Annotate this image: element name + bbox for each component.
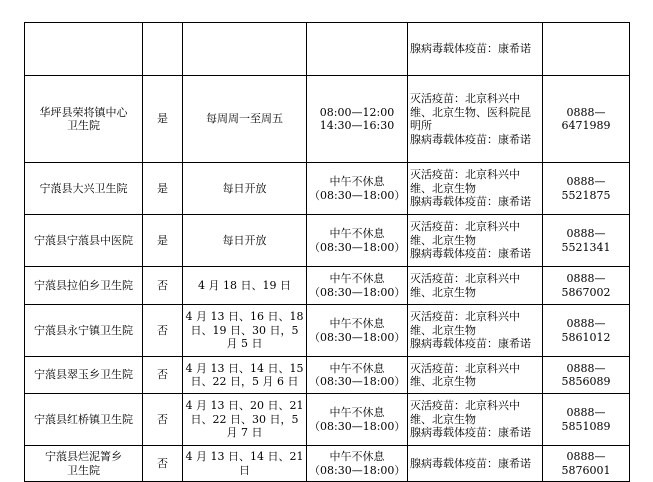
- open-hours-cell: [307, 394, 408, 446]
- vaccine-types-line: 维、北京生物: [410, 285, 476, 299]
- open-hours-line: 中午不休息: [329, 175, 385, 188]
- weekend-open-cell: 否: [143, 267, 183, 305]
- site-name-cell: [25, 305, 143, 357]
- vaccine-types-cell: [408, 76, 543, 163]
- weekend-open-cell: 否: [143, 305, 183, 357]
- weekend-open-cell: 否: [143, 394, 183, 446]
- phone-cell: 0888—6471989: [543, 76, 630, 163]
- site-name-cell: [25, 23, 143, 76]
- vaccine-types-line: 腺病毒载体疫苗：康希诺: [410, 456, 531, 470]
- weekend-open-cell: 否: [143, 446, 183, 482]
- open-hours-cell: [307, 357, 408, 394]
- open-hours-line: 中午不休息: [329, 361, 385, 375]
- phone-cell: 0888—5876001: [543, 446, 630, 482]
- table-row: [25, 23, 630, 76]
- vaccine-types-line: 灭活疫苗：北京科兴中: [410, 92, 520, 105]
- site-name-line: 宁蒗县永宁镇卫生院: [34, 323, 133, 337]
- open-hours-line: （08:30—18:00）: [309, 375, 406, 388]
- open-hours-line: （08:30—18:00）: [309, 188, 406, 202]
- site-name-cell: [25, 446, 143, 482]
- vaccine-types-cell: [408, 446, 543, 482]
- open-days-line: 4 月 18 日、19 日: [198, 278, 291, 292]
- open-hours-line: （08:30—18:00）: [309, 240, 406, 254]
- site-name-cell: [25, 76, 143, 163]
- open-hours-line: 08:00—12:00: [319, 105, 395, 119]
- site-name-line: 宁蒗县翠玉乡卫生院: [34, 368, 133, 382]
- open-hours-cell: [307, 267, 408, 305]
- open-days-cell: [183, 267, 307, 305]
- vaccine-types-line: 明所: [410, 119, 432, 132]
- vaccine-types-cell: [408, 394, 543, 446]
- vaccine-types-line: 灭活疫苗：北京科兴中: [410, 168, 520, 182]
- vaccine-types-line: 腺病毒载体疫苗：康希诺: [410, 337, 531, 351]
- phone-cell: 0888—5521341: [543, 215, 630, 267]
- vaccine-types-cell: [408, 357, 543, 394]
- site-name-line: 宁蒗县红桥镇卫生院: [34, 412, 133, 426]
- vaccine-types-cell: [408, 267, 543, 305]
- open-days-line: 每周周一至周五: [206, 112, 283, 126]
- site-name-cell: [25, 215, 143, 267]
- open-days-line: 日、19 日、30 日，5: [190, 323, 299, 337]
- site-name-line: 宁蒗县拉伯乡卫生院: [34, 278, 133, 292]
- vaccine-types-line: 维、北京生物: [410, 412, 476, 426]
- open-days-cell: [183, 394, 307, 446]
- open-days-cell: [183, 23, 307, 76]
- open-days-line: 月 5 日: [226, 337, 263, 351]
- site-name-cell: [25, 267, 143, 305]
- open-hours-cell: [307, 23, 408, 76]
- vaccine-types-line: 维、北京生物: [410, 323, 476, 337]
- table-row: [25, 76, 630, 163]
- table-row: [25, 215, 630, 267]
- vaccine-types-line: 腺病毒载体疫苗：康希诺: [410, 195, 531, 209]
- site-name-line: 宁蒗县宁蒗县中医院: [34, 233, 133, 247]
- open-hours-cell: [307, 76, 408, 163]
- vaccine-types-line: 腺病毒载体疫苗：康希诺: [410, 426, 531, 440]
- vaccine-types-line: 灭活疫苗：北京科兴中: [410, 361, 520, 375]
- table-row: [25, 163, 630, 215]
- open-days-line: 每日开放: [222, 233, 267, 247]
- vaccine-types-line: 维、北京生物、医科院昆: [410, 105, 531, 119]
- table-row: [25, 267, 630, 305]
- site-name-cell: [25, 163, 143, 215]
- table-row: [25, 394, 630, 446]
- open-hours-line: （08:30—18:00）: [309, 285, 406, 299]
- open-hours-cell: [307, 305, 408, 357]
- open-days-cell: [183, 305, 307, 357]
- vaccine-types-cell: [408, 163, 543, 215]
- table-row: [25, 357, 630, 394]
- vaccine-types-line: 维、北京生物: [410, 375, 476, 388]
- vaccination-sites-table: [24, 22, 630, 482]
- site-name-cell: [25, 394, 143, 446]
- phone-cell: 0888—5851089: [543, 394, 630, 446]
- open-hours-line: 14:30—16:30: [319, 119, 395, 132]
- open-hours-line: 中午不休息: [329, 317, 385, 330]
- vaccine-types-line: 维、北京生物: [410, 233, 476, 247]
- vaccine-types-line: 腺病毒载体疫苗：康希诺: [410, 42, 531, 56]
- vaccine-types-cell: [408, 215, 543, 267]
- vaccine-types-line: 腺病毒载体疫苗：康希诺: [410, 132, 531, 146]
- open-days-line: 4 月 13 日、14 日、15: [185, 361, 304, 375]
- open-days-cell: [183, 215, 307, 267]
- site-name-line: 宁蒗县大兴卫生院: [39, 181, 128, 195]
- open-days-line: 4 月 13 日、20 日、21: [185, 399, 304, 413]
- site-name-line: 华坪县荣将镇中心: [39, 105, 128, 119]
- open-days-line: 日、22 日、30 日，5: [190, 412, 299, 426]
- vaccine-types-line: 灭活疫苗：北京科兴中: [410, 220, 520, 234]
- table-row: [25, 305, 630, 357]
- vaccine-types-cell: [408, 23, 543, 76]
- weekend-open-cell: 是: [143, 76, 183, 163]
- open-days-line: 每日开放: [222, 181, 267, 195]
- open-days-line: 4 月 13 日、14 日、21: [185, 450, 304, 463]
- open-days-line: 日、22 日，5 月 6 日: [190, 375, 299, 388]
- open-hours-cell: [307, 446, 408, 482]
- site-name-line: 卫生院: [67, 463, 100, 477]
- open-hours-line: 中午不休息: [329, 406, 385, 419]
- open-hours-line: （08:30—18:00）: [309, 463, 406, 477]
- open-hours-line: 中午不休息: [329, 450, 385, 463]
- phone-cell: 0888—5521875: [543, 163, 630, 215]
- open-days-line: 日: [239, 463, 250, 477]
- vaccine-types-line: 灭活疫苗：北京科兴中: [410, 272, 520, 285]
- open-days-cell: [183, 76, 307, 163]
- site-name-cell: [25, 357, 143, 394]
- open-days-cell: [183, 163, 307, 215]
- phone-cell: 0888—5867002: [543, 267, 630, 305]
- vaccine-types-line: 灭活疫苗：北京科兴中: [410, 399, 520, 413]
- open-days-line: 4 月 13 日、16 日、18: [185, 310, 304, 324]
- vaccine-types-line: 灭活疫苗：北京科兴中: [410, 310, 520, 324]
- weekend-open-cell: 是: [143, 215, 183, 267]
- vaccine-types-cell: [408, 305, 543, 357]
- site-name-line: 宁蒗县烂泥箐乡: [45, 450, 122, 463]
- open-hours-line: 中午不休息: [329, 272, 385, 285]
- open-hours-cell: [307, 215, 408, 267]
- phone-cell: [543, 23, 630, 76]
- weekend-open-cell: [143, 23, 183, 76]
- open-hours-cell: [307, 163, 408, 215]
- vaccine-types-line: 腺病毒载体疫苗：康希诺: [410, 247, 531, 261]
- phone-cell: 0888—5856089: [543, 357, 630, 394]
- weekend-open-cell: 是: [143, 163, 183, 215]
- open-days-cell: [183, 357, 307, 394]
- site-name-line: 卫生院: [67, 119, 100, 132]
- open-days-line: 月 7 日: [226, 426, 263, 440]
- open-hours-line: （08:30—18:00）: [309, 330, 406, 344]
- weekend-open-cell: 否: [143, 357, 183, 394]
- table-row: [25, 446, 630, 482]
- open-hours-line: 中午不休息: [329, 227, 385, 240]
- open-hours-line: （08:30—18:00）: [309, 419, 406, 433]
- vaccine-types-line: 维、北京生物: [410, 181, 476, 195]
- phone-cell: 0888—5861012: [543, 305, 630, 357]
- open-days-cell: [183, 446, 307, 482]
